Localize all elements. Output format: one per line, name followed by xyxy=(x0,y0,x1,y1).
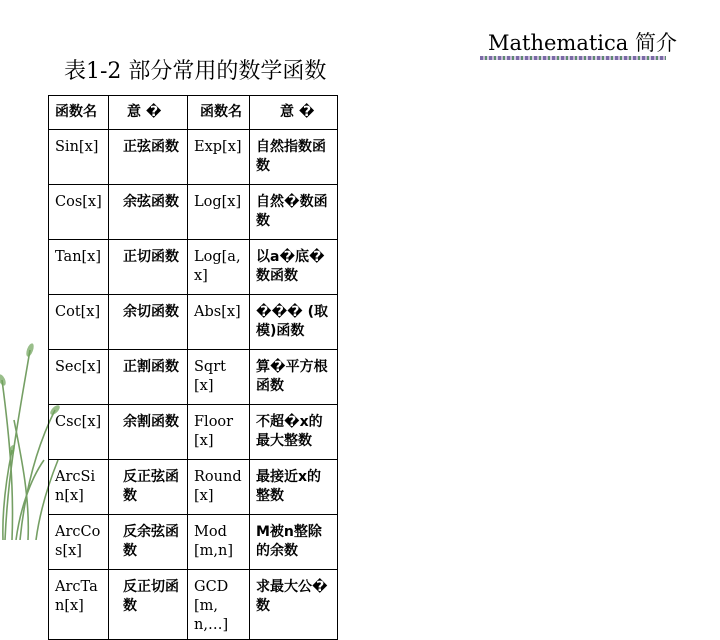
function-meaning-cell: ��� (取模)函数 xyxy=(250,295,338,350)
function-meaning-cell: M被n整除的余数 xyxy=(250,515,338,570)
table-row xyxy=(49,185,338,240)
function-name-cell: GCD[m,n,…] xyxy=(188,570,250,640)
column-header: 函数名 xyxy=(188,96,250,130)
function-meaning-cell: 正弦函数 xyxy=(109,130,188,185)
table-caption: 表1-2 部分常用的数学函数 xyxy=(64,59,327,84)
function-name-cell: ArcCos[x] xyxy=(49,515,109,570)
header-underline-decoration xyxy=(480,56,666,60)
function-name-cell: Csc[x] xyxy=(49,405,109,460)
function-meaning-cell: 余弦函数 xyxy=(109,185,188,240)
column-header: 函数名 xyxy=(49,96,109,130)
function-meaning-cell: 正切函数 xyxy=(109,240,188,295)
table-header-row xyxy=(49,96,338,130)
function-name-cell: Cos[x] xyxy=(49,185,109,240)
function-name-cell: Exp[x] xyxy=(188,130,250,185)
table-row xyxy=(49,240,338,295)
function-meaning-cell: 最接近x的整数 xyxy=(250,460,338,515)
function-name-cell: Log[a,x] xyxy=(188,240,250,295)
function-name-cell: Sin[x] xyxy=(49,130,109,185)
function-name-cell: Round[x] xyxy=(188,460,250,515)
page-header-title: Mathematica 简介 xyxy=(488,31,677,55)
function-name-cell: Log[x] xyxy=(188,185,250,240)
math-functions-table xyxy=(48,95,338,640)
function-meaning-cell: 算�平方根函数 xyxy=(250,350,338,405)
table-row xyxy=(49,405,338,460)
function-meaning-cell: 余切函数 xyxy=(109,295,188,350)
function-meaning-cell: 不超�x的最大整数 xyxy=(250,405,338,460)
table-row xyxy=(49,570,338,640)
column-header: 意 � xyxy=(109,96,188,130)
table-row xyxy=(49,350,338,405)
function-name-cell: Abs[x] xyxy=(188,295,250,350)
function-name-cell: Sec[x] xyxy=(49,350,109,405)
table-row xyxy=(49,515,338,570)
function-meaning-cell: 自然�数函数 xyxy=(250,185,338,240)
function-meaning-cell: 以a�底�数函数 xyxy=(250,240,338,295)
table-row xyxy=(49,295,338,350)
function-meaning-cell: 余割函数 xyxy=(109,405,188,460)
function-name-cell: Floor[x] xyxy=(188,405,250,460)
function-meaning-cell: 反正切函数 xyxy=(109,570,188,640)
function-name-cell: ArcSin[x] xyxy=(49,460,109,515)
function-name-cell: Sqrt[x] xyxy=(188,350,250,405)
function-meaning-cell: 反余弦函数 xyxy=(109,515,188,570)
function-name-cell: ArcTan[x] xyxy=(49,570,109,640)
column-header: 意 � xyxy=(250,96,338,130)
table-row xyxy=(49,130,338,185)
function-name-cell: Cot[x] xyxy=(49,295,109,350)
function-meaning-cell: 求最大公�数 xyxy=(250,570,338,640)
function-meaning-cell: 自然指数函数 xyxy=(250,130,338,185)
function-name-cell: Mod[m,n] xyxy=(188,515,250,570)
function-name-cell: Tan[x] xyxy=(49,240,109,295)
function-meaning-cell: 正割函数 xyxy=(109,350,188,405)
table-row xyxy=(49,460,338,515)
function-meaning-cell: 反正弦函数 xyxy=(109,460,188,515)
